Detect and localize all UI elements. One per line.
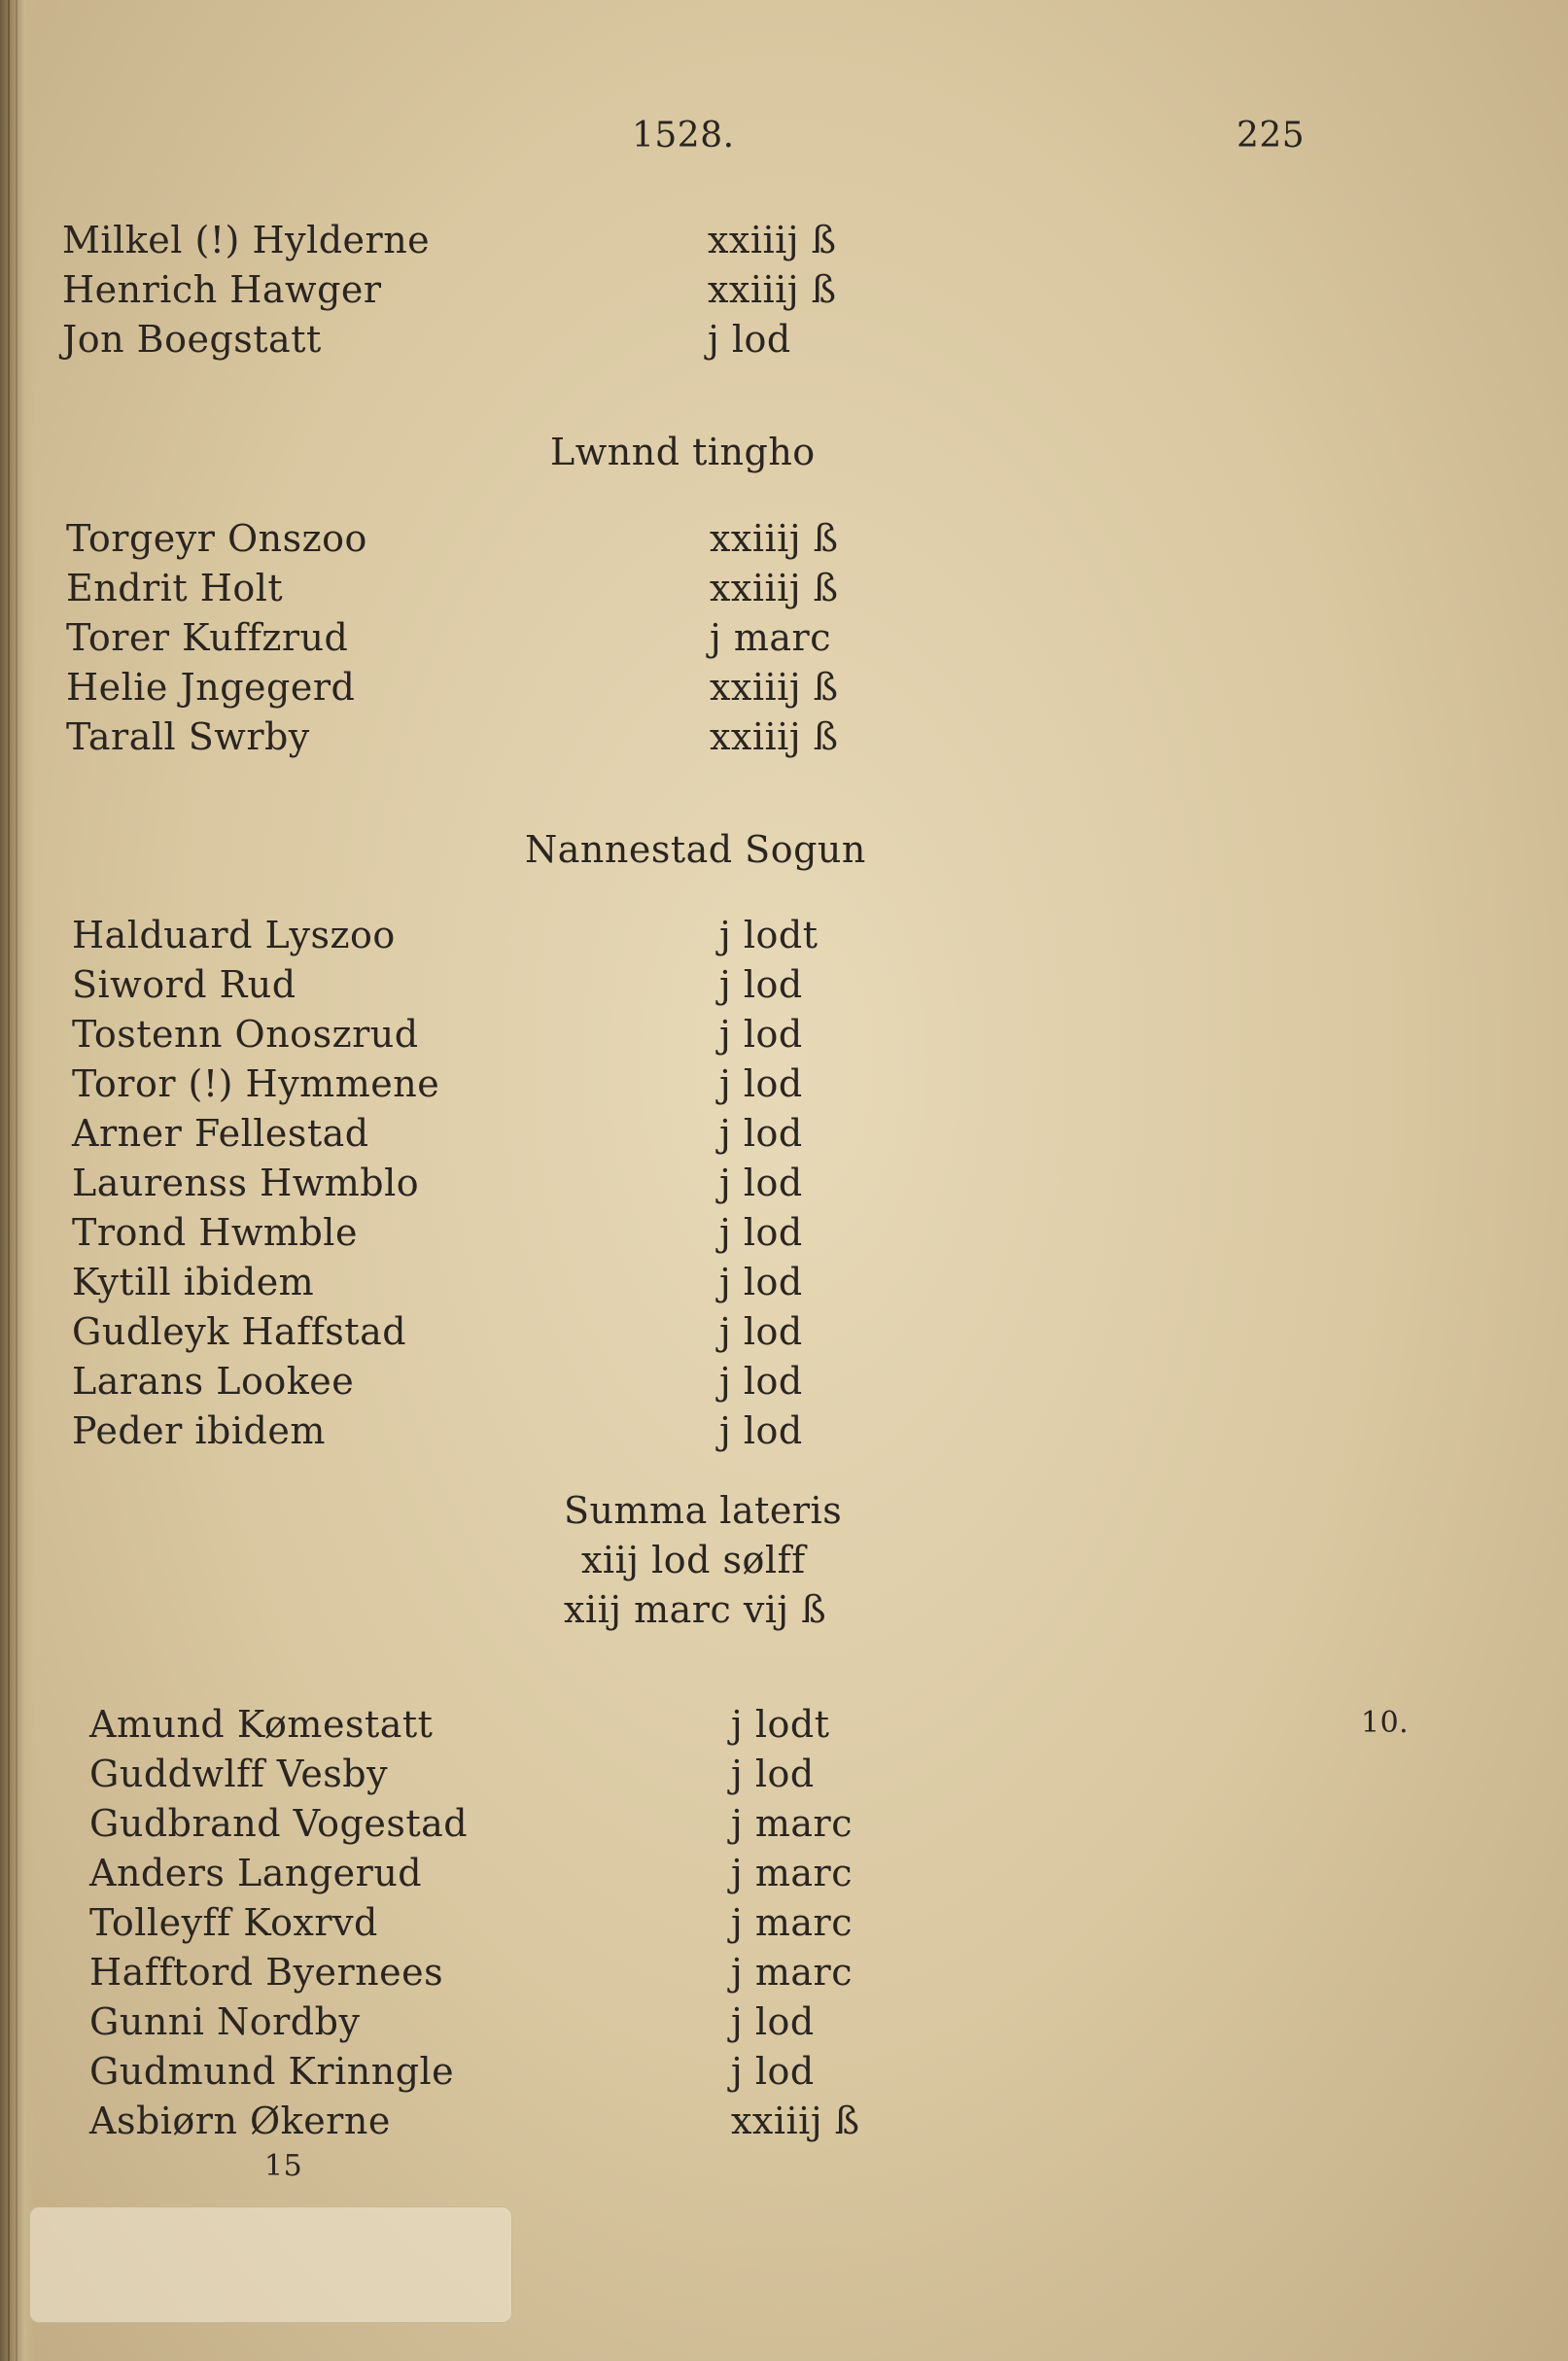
- entry-name: Gudbrand Vogestad: [89, 1802, 469, 1845]
- entry-name: Asbiørn Økerne: [89, 2100, 391, 2142]
- entry-name: Gudleyk Haffstad: [72, 1310, 407, 1353]
- entry-amount: j lod: [731, 2000, 815, 2043]
- spine-edge-line: [16, 0, 17, 2361]
- entry-amount: j lodt: [731, 1703, 830, 1746]
- entry-amount: xxiiij ß: [710, 666, 839, 709]
- entry-name: Milkel (!) Hylderne: [62, 219, 431, 261]
- entry-name: Henrich Hawger: [62, 268, 382, 311]
- entry-amount: xxiiij ß: [710, 715, 839, 758]
- entry-amount: j lod: [719, 1162, 803, 1204]
- entry-name: Gudmund Krinngle: [89, 2050, 455, 2093]
- entry-amount: j lod: [719, 1062, 803, 1105]
- entry-amount: j lod: [719, 1360, 803, 1403]
- entry-name: Anders Langerud: [89, 1852, 423, 1894]
- entry-name: Hafftord Byernees: [89, 1951, 444, 1994]
- entry-name: Tostenn Onoszrud: [72, 1013, 419, 1056]
- entry-amount: j lod: [731, 1753, 815, 1795]
- section-title: Lwnnd tingho: [550, 431, 816, 473]
- entry-name: Helie Jngegerd: [66, 666, 356, 709]
- entry-name: Jon Boegstatt: [62, 318, 322, 361]
- page-number: 225: [1237, 116, 1306, 156]
- entry-amount: xxiiij ß: [708, 268, 837, 311]
- entry-amount: xxiiij ß: [708, 219, 837, 261]
- summa-heading: Summa lateris: [564, 1489, 843, 1532]
- entry-name: Gunni Nordby: [89, 2000, 361, 2043]
- entry-amount: j marc: [731, 1802, 853, 1845]
- entry-amount: j lod: [719, 1310, 803, 1353]
- entry-name: Torer Kuffzrud: [66, 616, 349, 659]
- entry-name: Siword Rud: [72, 963, 296, 1006]
- entry-name: Arner Fellestad: [72, 1112, 369, 1155]
- entry-amount: j lod: [719, 1261, 803, 1303]
- entry-name: Kytill ibidem: [72, 1261, 315, 1303]
- spine-edge-line: [8, 0, 10, 2361]
- entry-amount: xxiiij ß: [731, 2100, 860, 2142]
- paper-tab: [29, 2206, 512, 2323]
- entry-name: Halduard Lyszoo: [72, 914, 396, 956]
- summa-silver: xiij lod sølff: [581, 1539, 806, 1581]
- page-header-year: 1528.: [632, 116, 735, 156]
- entry-name: Trond Hwmble: [72, 1211, 358, 1254]
- entry-name: Tarall Swrby: [66, 715, 310, 758]
- entry-amount: j marc: [731, 1951, 853, 1994]
- entry-amount: j lod: [708, 318, 791, 361]
- entry-amount: j lod: [731, 2050, 815, 2093]
- entry-amount: j lodt: [719, 914, 819, 956]
- entry-name: Endrit Holt: [66, 567, 284, 609]
- entry-amount: j lod: [719, 1211, 803, 1254]
- entry-amount: j marc: [710, 616, 831, 659]
- margin-note: 10.: [1361, 1706, 1410, 1740]
- book-spine-shadow: [0, 0, 35, 2361]
- entry-name: Larans Lookee: [72, 1360, 355, 1403]
- signature-mark: 15: [264, 2149, 303, 2183]
- entry-amount: j marc: [731, 1901, 853, 1944]
- entry-name: Torgeyr Onszoo: [66, 517, 367, 560]
- entry-amount: j lod: [719, 963, 803, 1006]
- entry-name: Peder ibidem: [72, 1409, 326, 1452]
- summa-marc: xiij marc vij ß: [564, 1588, 827, 1631]
- entry-name: Tolleyff Koxrvd: [89, 1901, 378, 1944]
- entry-amount: xxiiij ß: [710, 567, 839, 609]
- entry-name: Laurenss Hwmblo: [72, 1162, 420, 1204]
- entry-name: Amund Kømestatt: [89, 1703, 434, 1746]
- entry-amount: j lod: [719, 1409, 803, 1452]
- entry-amount: j lod: [719, 1013, 803, 1056]
- entry-amount: xxiiij ß: [710, 517, 839, 560]
- entry-amount: j marc: [731, 1852, 853, 1894]
- section-title: Nannestad Sogun: [525, 828, 866, 871]
- entry-amount: j lod: [719, 1112, 803, 1155]
- entry-name: Toror (!) Hymmene: [72, 1062, 440, 1105]
- entry-name: Guddwlff Vesby: [89, 1753, 389, 1795]
